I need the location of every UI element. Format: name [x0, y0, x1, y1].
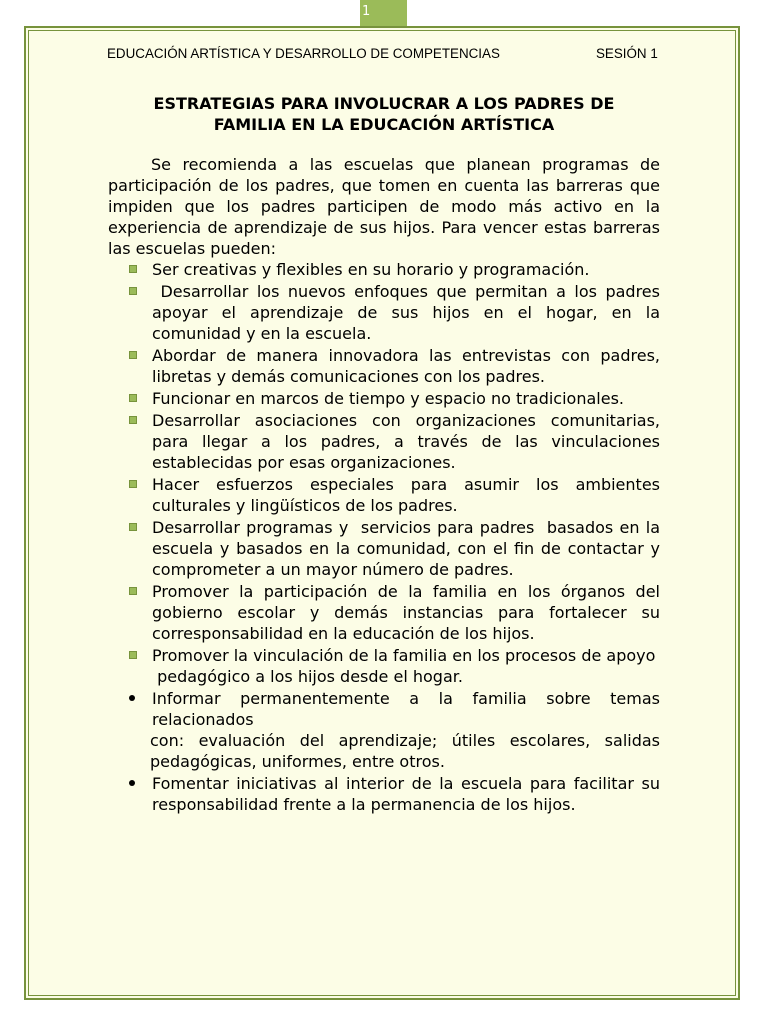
list-item [108, 688, 660, 772]
square-bullet-icon [129, 265, 137, 273]
page-number: 1 [362, 4, 371, 19]
square-bullet-icon [129, 587, 137, 595]
intro-paragraph: Se recomienda a las escuelas que planean programas de participación de los padres, que tomen en cuenta las barreras que impiden que los padres participen de modo más activo en la experiencia de aprendizaje de sus hijos. Para vencer estas barreras las escuelas pueden: [108, 155, 660, 258]
list-item [108, 517, 666, 580]
page-number-tab [360, 0, 407, 27]
round-bullet-icon [129, 780, 135, 786]
square-bullet-icon [129, 416, 137, 424]
title-line-1: ESTRATEGIAS PARA INVOLUCRAR A LOS PADRES DE [153, 94, 615, 113]
square-bullet-icon [129, 651, 137, 659]
header-course-title: EDUCACIÓN ARTÍSTICA Y DESARROLLO DE COMPETENCIAS [107, 46, 500, 61]
list-item-text: Hacer esfuerzos especiales para asumir los ambientes culturales y lingüísticos de los padres. [152, 475, 660, 515]
strategy-list [108, 259, 666, 815]
list-item-text: Abordar de manera innovadora las entrevistas con padres, libretas y demás comunicaciones con los padres. [152, 346, 660, 386]
list-item [108, 281, 666, 344]
document-title [108, 93, 660, 135]
list-item-text: Fomentar iniciativas al interior de la escuela para facilitar su responsabilidad frente a la permanencia de los hijos. [152, 774, 660, 814]
title-line-2: FAMILIA EN LA EDUCACIÓN ARTÍSTICA [213, 115, 555, 134]
square-bullet-icon [129, 394, 137, 402]
square-bullet-icon [129, 523, 137, 531]
list-item [108, 410, 660, 473]
list-item-text: Desarrollar programas y servicios para padres basados en la escuela y basados en la comunidad, con el fin de contactar y comprometer a un mayor número de padres. [152, 518, 666, 579]
list-item-continuation: pedagógico a los hijos desde el hogar. [152, 667, 463, 686]
square-bullet-icon [129, 287, 137, 295]
list-item-text: Desarrollar los nuevos enfoques que permitan a los padres apoyar el aprendizaje de sus hijos en el hogar, en la comunidad y en la escuela. [152, 282, 666, 343]
list-item [108, 388, 660, 409]
list-item-text: Desarrollar asociaciones con organizaciones comunitarias, para llegar a los padres, a través de las vinculaciones establecidas por esas organizaciones. [152, 411, 660, 472]
document-body [108, 154, 666, 815]
list-item [108, 645, 660, 687]
header-session: SESIÓN 1 [596, 46, 658, 61]
list-item [108, 345, 660, 387]
list-item-text: Promover la vinculación de la familia en los procesos de apoyo [152, 646, 656, 665]
list-item-text: Promover la participación de la familia en los órganos del gobierno escolar y demás instancias para fortalecer su corresponsabilidad en la educación de los hijos. [152, 582, 660, 643]
list-item-continuation: con: evaluación del aprendizaje; útiles escolares, salidas pedagógicas, uniformes, entre otros. [150, 731, 660, 771]
list-item-text: Funcionar en marcos de tiempo y espacio no tradicionales. [152, 389, 624, 408]
round-bullet-icon [129, 695, 135, 701]
list-item-text: Ser creativas y flexibles en su horario y programación. [152, 260, 590, 279]
list-item [108, 474, 660, 516]
list-item [108, 259, 660, 280]
list-item [108, 581, 660, 644]
list-item [108, 773, 660, 815]
list-item-text: Informar permanentemente a la familia sobre temas relacionados [152, 689, 660, 729]
square-bullet-icon [129, 480, 137, 488]
square-bullet-icon [129, 351, 137, 359]
